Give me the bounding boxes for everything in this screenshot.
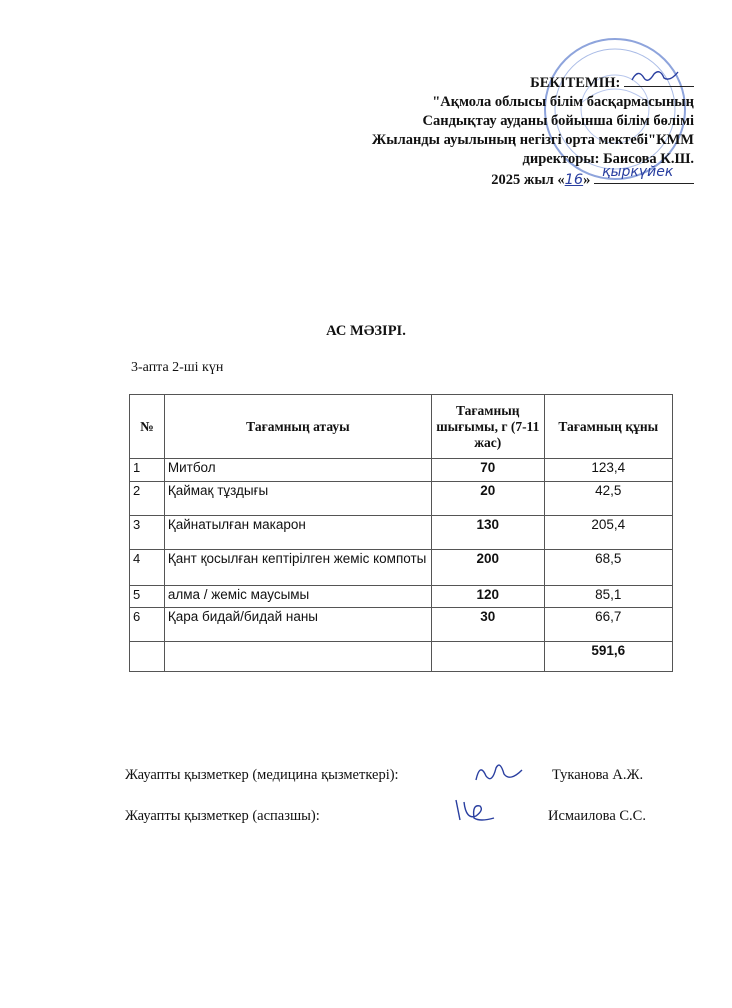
- row-weight: 120: [432, 586, 545, 608]
- row-weight: 70: [432, 459, 545, 482]
- page-title: АС МӘЗІРІ.: [326, 323, 406, 339]
- row-price: 66,7: [544, 608, 672, 642]
- cook-label: Жауапты қызметкер (аспазшы):: [125, 808, 320, 824]
- medical-staff-label: Жауапты қызметкер (медицина қызметкері):: [125, 767, 399, 783]
- table-row: [130, 459, 673, 482]
- row-name: Қайнатылған макарон: [164, 516, 431, 550]
- row-price: 42,5: [544, 482, 672, 516]
- total-price: 591,6: [544, 642, 672, 672]
- date-month-line: [594, 164, 694, 184]
- row-num: 4: [130, 550, 165, 586]
- row-name: Қант қосылған кептірілген жеміс компоты: [164, 550, 431, 586]
- cook-signature: [450, 796, 500, 826]
- table-row: [130, 516, 673, 550]
- medical-staff-name: Туканова А.Ж.: [552, 767, 644, 783]
- header-name: Тағамның атауы: [164, 395, 431, 459]
- total-empty-cell: [130, 642, 165, 672]
- menu-table: [129, 394, 673, 672]
- director-signature-line: [624, 72, 694, 87]
- approval-date-line: [274, 164, 694, 190]
- row-num: 5: [130, 586, 165, 608]
- table-row: [130, 482, 673, 516]
- approval-block: [274, 72, 694, 190]
- total-empty-cell: [164, 642, 431, 672]
- row-price: 123,4: [544, 459, 672, 482]
- medical-staff-signature: [470, 758, 530, 788]
- approval-line-3: Жыланды ауылының негізгі орта мектебі"КММ: [371, 132, 694, 148]
- header-weight: Тағамның шығымы, г (7-11 жас): [432, 395, 545, 459]
- menu-subtitle: 3-апта 2-ші күн: [131, 360, 224, 375]
- table-total-row: [130, 642, 673, 672]
- row-num: 2: [130, 482, 165, 516]
- row-name: Митбол: [164, 459, 431, 482]
- date-day: 16: [564, 172, 584, 188]
- approval-line-1: "Ақмола облысы білім басқармасының: [432, 94, 694, 110]
- table-row: [130, 586, 673, 608]
- row-price: 68,5: [544, 550, 672, 586]
- row-name: Қара бидай/бидай наны: [164, 608, 431, 642]
- director-signature: [628, 66, 688, 86]
- row-num: 3: [130, 516, 165, 550]
- approval-heading-line: [274, 72, 694, 93]
- table-row: [130, 608, 673, 642]
- row-weight: 20: [432, 482, 545, 516]
- approval-line-4: директоры: Баисова К.Ш.: [522, 151, 694, 167]
- header-price: Тағамның құны: [544, 395, 672, 459]
- row-name: алма / жеміс маусымы: [164, 586, 431, 608]
- header-num: №: [130, 395, 165, 459]
- row-num: 1: [130, 459, 165, 482]
- table-row: [130, 550, 673, 586]
- row-price: 85,1: [544, 586, 672, 608]
- cook-name: Исмаилова С.С.: [548, 808, 646, 824]
- table-header-row: [130, 395, 673, 459]
- row-weight: 200: [432, 550, 545, 586]
- approval-line-2: Сандықтау ауданы бойынша білім бөлімі: [422, 113, 694, 129]
- row-price: 205,4: [544, 516, 672, 550]
- row-weight: 30: [432, 608, 545, 642]
- date-month: қыркүйек: [602, 164, 674, 180]
- date-close-quote: »: [583, 172, 591, 188]
- total-empty-cell: [432, 642, 545, 672]
- date-year-prefix: 2025 жыл «: [491, 172, 565, 188]
- row-name: Қаймақ тұздығы: [164, 482, 431, 516]
- row-num: 6: [130, 608, 165, 642]
- row-weight: 130: [432, 516, 545, 550]
- approval-heading: БЕКІТЕМІН:: [530, 75, 621, 91]
